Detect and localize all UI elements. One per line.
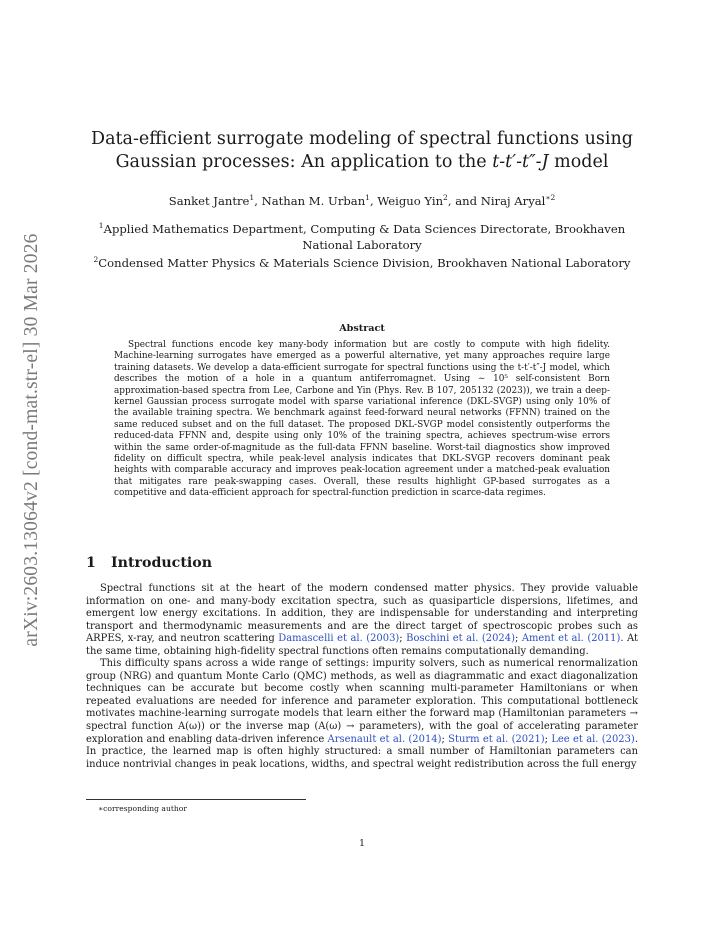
paragraph-text: ;	[399, 633, 407, 645]
page-number: 1	[358, 838, 366, 849]
citation-link[interactable]: Damascelli et al. (2003)	[278, 633, 400, 645]
footnote: ∗corresponding author	[98, 804, 187, 813]
author: Sanket Jantre	[168, 194, 250, 208]
paragraph-text: ;	[514, 633, 522, 645]
affiliation-text: Condensed Matter Physics & Materials Science Division, Brookhaven National Laboratory	[98, 256, 631, 270]
author: Weiguo Yin	[377, 194, 444, 208]
author: Nathan M. Urban	[261, 194, 366, 208]
paper-title	[86, 128, 638, 174]
arxiv-watermark	[0, 0, 60, 932]
section-heading	[86, 555, 212, 571]
affiliation-mark: 1	[98, 221, 104, 231]
paragraph-text: . At the same time, obtaining high-fidelity spectral functions often remains computationally demanding.	[86, 633, 639, 657]
abstract-text: Spectral functions encode key many-body information but are costly to compute with high fidelity. Machine-learning surrogates have emerged as a powerful alternative, yet many approaches require large training datasets. We develop a data-efficient surrogate for spectral functions using the t-t′-t″-J model, which describes the motion of a hole in a quantum antiferromagnet. Using ∼ 10⁵ self-consistent Born approximation-based spectra from Lee, Carbone and Yin (Phys. Rev. B 107, 205132 (2023)), we train a deep-kernel Gaussian process surrogate model with sparse variational inference (DKL-SVGP) using only 10% of the available training spectra. We benchmark against feed-forward neural networks (FFNN) trained on the same reduced subset and on the full dataset. The proposed DKL-SVGP model consistently outperforms the reduced-data FFNN and, despite using only 10% of the training spectra, achieves spectrum-wise errors within the same order-of-magnitude as the full-data FFNN baseline. Worst-tail diagnostics show improved fidelity on difficult spectra, while peak-level analysis indicates that DKL-SVGP recovers dominant peak heights with comparable accuracy and improves peak-location agreement under a matched-peak evaluation that mitigates rare peak-swapping cases. Overall, these results highlight GP-based surrogates as a competitive and data-efficient approach for spectral-function prediction in scarce-data regimes.	[114, 340, 610, 499]
paragraph-text: Spectral functions sit at the heart of the modern condensed matter physics. They provide valuable information on one- and many-body excitation spectra, such as quasiparticle dispersions, lifetimes, and emergent low energy excitations. In addition, they are indispensable for understanding and interpreting transport and thermodynamic measurements and are the direct target of spectroscopic probes such as ARPES, x-ray, and neutron scattering	[86, 583, 638, 645]
citation-link[interactable]: Arsenault et al. (2014)	[327, 733, 442, 745]
citation-link[interactable]: Boschini et al. (2024)	[406, 633, 515, 645]
title-line-2	[86, 151, 638, 174]
affiliation	[86, 222, 638, 253]
section-number: 1	[86, 555, 96, 571]
author: Niraj Aryal	[480, 194, 546, 208]
author-separator: ,	[369, 194, 378, 208]
citation-link[interactable]: Sturm et al. (2021)	[448, 733, 545, 745]
author-separator: , and	[447, 194, 481, 208]
author-affiliation-mark: 2	[443, 193, 448, 203]
author-list	[86, 194, 638, 208]
author-separator: ,	[254, 194, 262, 208]
affiliation-text: Applied Mathematics Department, Computing & Data Sciences Directorate, Brookhaven National Laboratory	[103, 222, 626, 252]
title-line-1: Data-efficient surrogate modeling of spectral functions using	[91, 129, 633, 149]
paragraph-text: ;	[441, 733, 449, 745]
affiliation-mark: 2	[93, 255, 99, 265]
citation-link[interactable]: Lee et al. (2023)	[551, 733, 635, 745]
abstract-heading: Abstract	[339, 323, 385, 334]
section-title: Introduction	[111, 555, 213, 571]
author-affiliation-mark: 1	[249, 193, 255, 203]
paragraph	[86, 583, 638, 658]
footnote-rule	[86, 799, 306, 800]
paragraph-text: ;	[544, 733, 552, 745]
title-model-name: t-t′-t″-J	[492, 152, 549, 172]
author-affiliation-mark: 1	[365, 193, 370, 203]
author-affiliation-mark: ∗2	[545, 193, 556, 203]
paragraph-text: This difficulty spans across a wide range of settings: impurity solvers, such as numerical renormalization group (NRG) and quantum Monte Carlo (QMC) methods, as well as diagrammatic and exact diagonalization techniques can be accurate but become costly when scanning multi-parameter Hamiltonians or when repeated evaluations are needed for inference and parameter exploration. This computational bottleneck motivates machine-learning surrogate models that learn either the forward map (Hamiltonian parameters → spectral function A(ω)) or the inverse map (A(ω) → parameters), with the goal of accelerating parameter exploration and enabling data-driven inference	[86, 658, 638, 745]
title-line-2-prefix: Gaussian processes: An application to the	[115, 152, 493, 172]
title-line-2-suffix: model	[548, 152, 609, 172]
paragraph-text: . In practice, the learned map is often highly structured: a small number of Hamiltonian parameters can induce nontrivial changes in peak locations, widths, and spectral weight redistribution across the full energy	[86, 733, 638, 770]
arxiv-id[interactable]: arXiv:2603.13064v2 [cond-mat.str-el] 30 Mar 2026	[21, 233, 42, 647]
affiliation	[86, 256, 638, 272]
section-body	[86, 583, 638, 771]
citation-link[interactable]: Ament et al. (2011)	[521, 633, 621, 645]
paragraph	[86, 658, 638, 771]
